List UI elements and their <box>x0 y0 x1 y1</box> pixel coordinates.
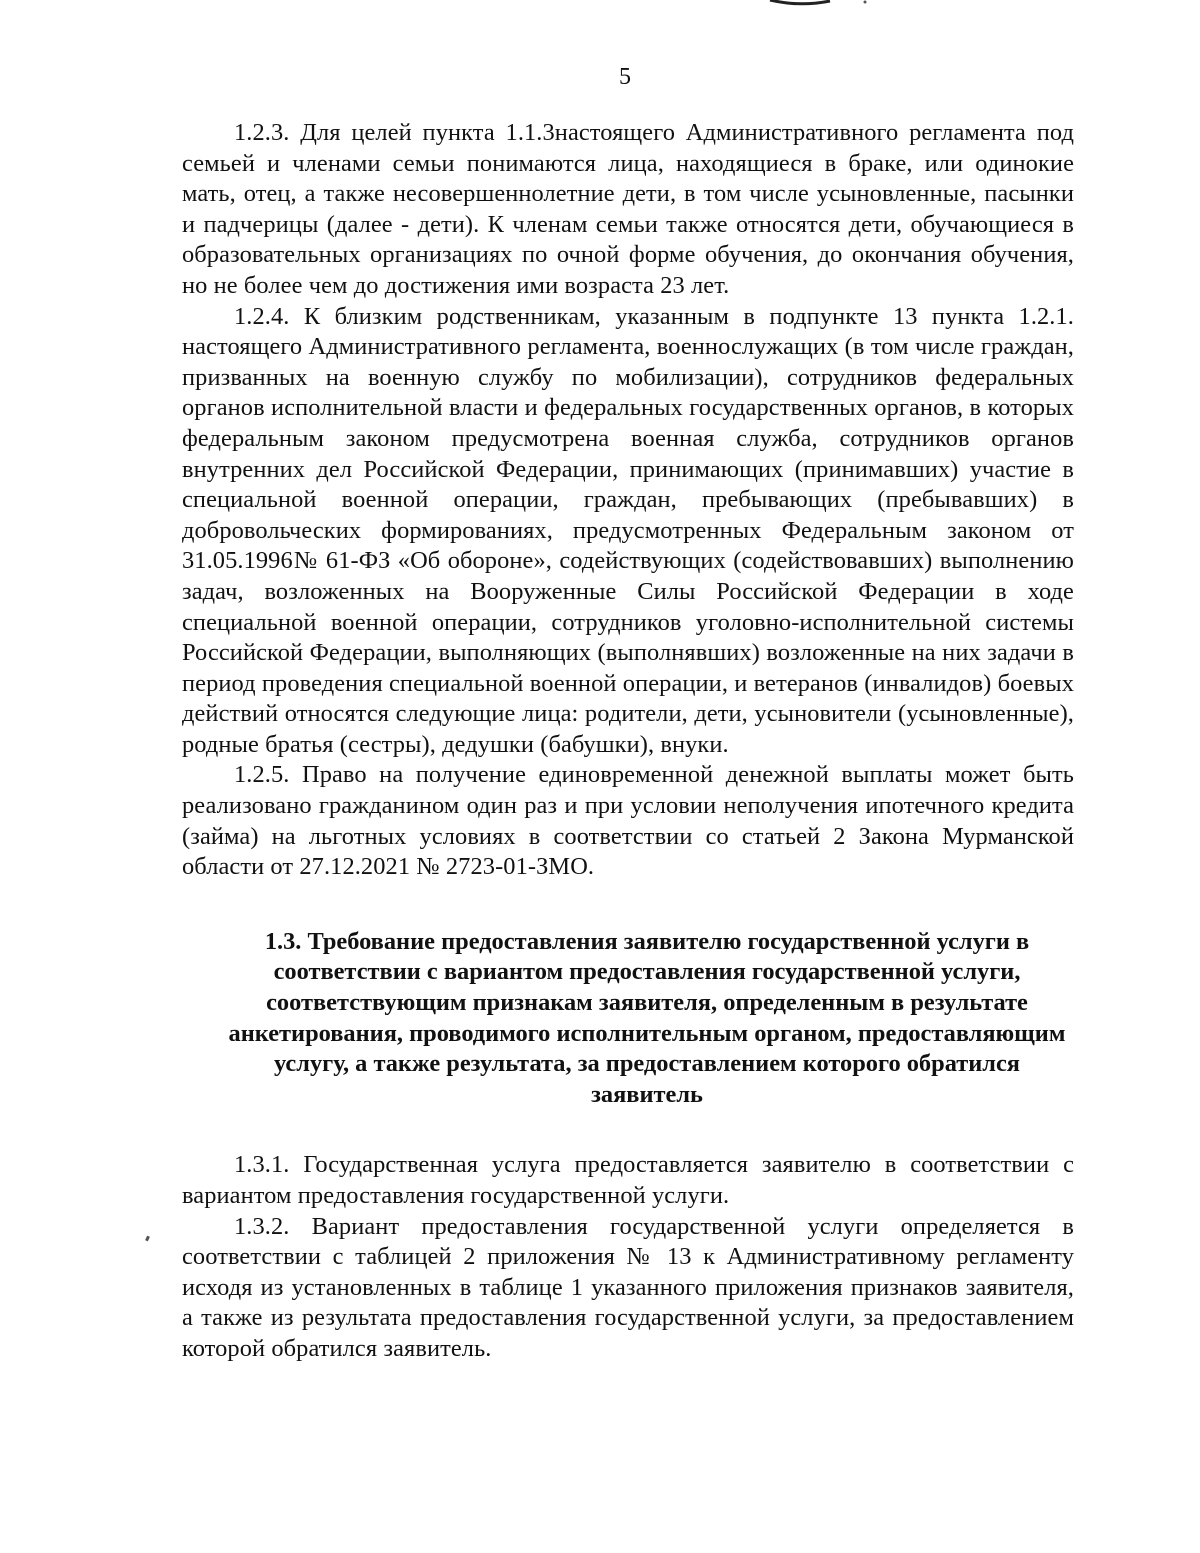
scan-artifact-mark <box>760 0 880 6</box>
page-number: 5 <box>619 64 631 90</box>
section-heading-1-3: 1.3. Требование предоставления заявителю государственной услуги в соответствии с вариантом предоставления государственной услуги, соответствующим признакам заявителя, определенным в результате анкетирования, проводимого исполнительным органом, предоставляющим услугу, а также результата, за предоставлением которого обратился заявитель <box>228 927 1066 1108</box>
paragraph-1-2-5: 1.2.5. Право на получение единовременной денежной выплаты может быть реализовано гражданином один раз и при условии неполучения ипотечного кредита (займа) на льготных условиях в соответствии со статьей 2 Закона Мурманской области от 27.12.2021 № 2723-01-ЗМО. <box>182 761 1074 881</box>
paragraph-1-3-1: 1.3.1. Государственная услуга предоставляется заявителю в соответствии с вариантом предоставления государственной услуги. <box>182 1151 1074 1209</box>
document-body <box>182 118 1074 1365</box>
paragraph-1-3-2: 1.3.2. Вариант предоставления государственной услуги определяется в соответствии с таблицей 2 приложения № 13 к Административному регламенту исходя из установленных в таблице 1 указанного приложения признаков заявителя, а также из результата предоставления государственной услуги, за предоставлением которой обратился заявитель. <box>182 1212 1074 1362</box>
paragraph-1-2-4: 1.2.4. К близким родственникам, указанным в подпункте 13 пункта 1.2.1. настоящего Административного регламента, военнослужащих (в том числе граждан, призванных на военную службу по мобилизации), сотрудников федеральных органов исполнительной власти и федеральных государственных органов, в которых федеральным законом предусмотрена военная служба, сотрудников органов внутренних дел Российской Федерации, принимающих (принимавших) участие в специальной военной операции, граждан, пребывающих (пребывавших) в добровольческих формированиях, предусмотренных Федеральным законом от 31.05.1996№ 61-ФЗ «Об обороне», содействующих (содействовавших) выполнению задач, возложенных на Вооруженные Силы Российской Федерации в ходе специальной военной операции, сотрудников уголовно-исполнительной системы Российской Федерации, выполняющих (выполнявших) возложенные на них задачи в период проведения специальной военной операции, и ветеранов (инвалидов) боевых действий относятся следующие лица: родители, дети, усыновители (усыновленные), родные братья (сестры), дедушки (бабушки), внуки. <box>182 302 1074 758</box>
scan-speck <box>145 1236 150 1242</box>
paragraph-1-2-3: 1.2.3. Для целей пункта 1.1.3настоящего Административного регламента под семьей и членами семьи понимаются лица, находящиеся в браке, или одинокие мать, отец, а также несовершеннолетние дети, в том числе усыновленные, пасынки и падчерицы (далее - дети). К членам семьи также относятся дети, обучающиеся в образовательных организациях по очной форме обучения, до окончания обучения, но не более чем до достижения ими возраста 23 лет. <box>182 119 1074 299</box>
